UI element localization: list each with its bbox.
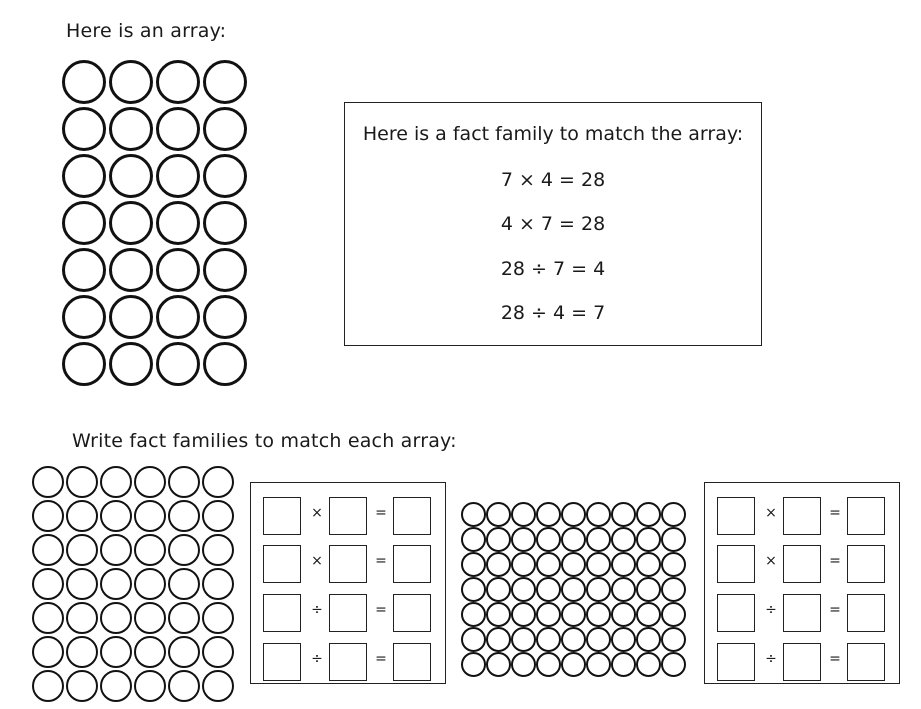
fact-row [263, 643, 435, 681]
array-counter [561, 652, 586, 677]
answer-box-second[interactable] [783, 643, 821, 681]
array-counter [109, 107, 153, 151]
answer-box-second[interactable] [783, 497, 821, 535]
operator-symbol: ÷ [311, 651, 323, 667]
array-counter [202, 602, 234, 634]
fact-row [717, 643, 889, 681]
exercise-2-array [461, 502, 686, 677]
equals-symbol: = [829, 553, 841, 569]
array-counter [536, 627, 561, 652]
array-counter [156, 60, 200, 104]
array-counter [156, 201, 200, 245]
answer-box-first[interactable] [263, 545, 301, 583]
array-counter [511, 577, 536, 602]
array-counter [511, 602, 536, 627]
intro-label: Here is an array: [66, 20, 227, 42]
exercise-1-fact-box [250, 482, 446, 684]
array-counter [511, 502, 536, 527]
array-counter [66, 602, 98, 634]
array-counter [134, 636, 166, 668]
array-counter [586, 652, 611, 677]
answer-box-second[interactable] [783, 594, 821, 632]
operator-symbol: × [765, 553, 777, 569]
array-counter [109, 201, 153, 245]
array-counter [486, 652, 511, 677]
array-counter [100, 670, 132, 702]
array-counter [66, 500, 98, 532]
array-counter [202, 534, 234, 566]
array-counter [156, 248, 200, 292]
array-counter [611, 552, 636, 577]
array-counter [109, 295, 153, 339]
exercise-2-fact-box [704, 482, 900, 684]
array-counter [100, 602, 132, 634]
array-counter [62, 342, 106, 386]
answer-box-first[interactable] [263, 643, 301, 681]
array-counter [461, 502, 486, 527]
array-counter [156, 342, 200, 386]
array-counter [100, 466, 132, 498]
array-counter [66, 568, 98, 600]
fact-row [263, 497, 435, 535]
array-counter [486, 552, 511, 577]
array-counter [586, 502, 611, 527]
array-counter [611, 602, 636, 627]
equals-symbol: = [375, 553, 387, 569]
answer-box-result[interactable] [393, 643, 431, 681]
array-counter [156, 107, 200, 151]
array-counter [511, 552, 536, 577]
array-counter [203, 248, 247, 292]
fact-row [263, 594, 435, 632]
array-counter [536, 602, 561, 627]
fact-row [263, 545, 435, 583]
array-counter [156, 295, 200, 339]
operator-symbol: × [311, 505, 323, 521]
answer-box-second[interactable] [329, 643, 367, 681]
array-counter [202, 500, 234, 532]
answer-box-result[interactable] [393, 497, 431, 535]
array-counter [168, 670, 200, 702]
answer-box-first[interactable] [717, 545, 755, 583]
array-counter [461, 627, 486, 652]
array-counter [586, 627, 611, 652]
array-counter [168, 466, 200, 498]
array-counter [486, 602, 511, 627]
operator-symbol: × [765, 505, 777, 521]
array-counter [611, 502, 636, 527]
array-counter [561, 577, 586, 602]
array-counter [661, 602, 686, 627]
fact-family-title: Here is a fact family to match the array: [362, 123, 744, 145]
array-counter [32, 602, 64, 634]
array-counter [461, 577, 486, 602]
array-counter [611, 527, 636, 552]
array-counter [66, 466, 98, 498]
array-counter [202, 568, 234, 600]
array-counter [202, 466, 234, 498]
array-counter [202, 670, 234, 702]
array-counter [100, 568, 132, 600]
array-counter [486, 502, 511, 527]
array-counter [636, 577, 661, 602]
exercise-1-array [32, 466, 236, 704]
array-counter [32, 500, 64, 532]
array-counter [62, 201, 106, 245]
example-array [62, 60, 250, 389]
array-counter [536, 552, 561, 577]
array-counter [461, 652, 486, 677]
array-counter [561, 602, 586, 627]
answer-box-result[interactable] [393, 594, 431, 632]
fact-row [717, 545, 889, 583]
operator-symbol: ÷ [765, 602, 777, 618]
array-counter [203, 107, 247, 151]
array-counter [561, 552, 586, 577]
array-counter [586, 602, 611, 627]
array-counter [168, 534, 200, 566]
answer-box-second[interactable] [329, 594, 367, 632]
fact-row [717, 497, 889, 535]
array-counter [62, 154, 106, 198]
fact-row [717, 594, 889, 632]
array-counter [511, 527, 536, 552]
array-counter [636, 527, 661, 552]
operator-symbol: × [311, 553, 323, 569]
equals-symbol: = [375, 602, 387, 618]
array-counter [461, 602, 486, 627]
array-counter [168, 568, 200, 600]
array-counter [203, 342, 247, 386]
array-counter [636, 552, 661, 577]
answer-box-second[interactable] [329, 497, 367, 535]
array-counter [134, 466, 166, 498]
array-counter [561, 527, 586, 552]
answer-box-first[interactable] [717, 594, 755, 632]
array-counter [661, 552, 686, 577]
array-counter [109, 154, 153, 198]
array-counter [203, 201, 247, 245]
array-counter [561, 502, 586, 527]
array-counter [661, 527, 686, 552]
equals-symbol: = [375, 505, 387, 521]
equals-symbol: = [375, 651, 387, 667]
fact-equation-2: 4 × 7 = 28 [500, 213, 606, 235]
operator-symbol: ÷ [311, 602, 323, 618]
array-counter [100, 500, 132, 532]
array-counter [168, 500, 200, 532]
answer-box-result[interactable] [847, 594, 885, 632]
array-counter [32, 670, 64, 702]
array-counter [62, 107, 106, 151]
array-counter [134, 670, 166, 702]
array-counter [62, 295, 106, 339]
answer-box-first[interactable] [717, 643, 755, 681]
array-counter [486, 577, 511, 602]
array-counter [109, 60, 153, 104]
array-counter [32, 636, 64, 668]
fact-family-box [344, 102, 762, 346]
answer-box-second[interactable] [329, 545, 367, 583]
array-counter [66, 534, 98, 566]
answer-box-first[interactable] [717, 497, 755, 535]
array-counter [109, 248, 153, 292]
fact-equation-4: 28 ÷ 4 = 7 [500, 302, 606, 324]
array-counter [511, 652, 536, 677]
answer-box-second[interactable] [783, 545, 821, 583]
array-counter [636, 627, 661, 652]
array-counter [636, 602, 661, 627]
array-counter [586, 527, 611, 552]
answer-box-result[interactable] [847, 497, 885, 535]
array-counter [100, 636, 132, 668]
answer-box-first[interactable] [263, 594, 301, 632]
array-counter [100, 534, 132, 566]
array-counter [586, 577, 611, 602]
array-counter [62, 248, 106, 292]
fact-equation-1: 7 × 4 = 28 [500, 169, 606, 191]
equals-symbol: = [829, 651, 841, 667]
array-counter [586, 552, 611, 577]
operator-symbol: ÷ [765, 651, 777, 667]
array-counter [168, 636, 200, 668]
array-counter [661, 652, 686, 677]
array-counter [32, 534, 64, 566]
fact-equation-3: 28 ÷ 7 = 4 [500, 258, 606, 280]
array-counter [461, 527, 486, 552]
array-counter [536, 527, 561, 552]
array-counter [511, 627, 536, 652]
array-counter [134, 534, 166, 566]
array-counter [461, 552, 486, 577]
answer-box-result[interactable] [847, 643, 885, 681]
array-counter [661, 502, 686, 527]
array-counter [32, 466, 64, 498]
array-counter [62, 60, 106, 104]
array-counter [486, 527, 511, 552]
array-counter [32, 568, 64, 600]
equals-symbol: = [829, 505, 841, 521]
array-counter [134, 568, 166, 600]
array-counter [486, 627, 511, 652]
answer-box-result[interactable] [393, 545, 431, 583]
array-counter [536, 652, 561, 677]
array-counter [109, 342, 153, 386]
array-counter [156, 154, 200, 198]
array-counter [636, 652, 661, 677]
answer-box-result[interactable] [847, 545, 885, 583]
array-counter [661, 577, 686, 602]
array-counter [561, 627, 586, 652]
array-counter [611, 652, 636, 677]
array-counter [611, 577, 636, 602]
array-counter [134, 500, 166, 532]
array-counter [203, 154, 247, 198]
array-counter [536, 577, 561, 602]
answer-box-first[interactable] [263, 497, 301, 535]
array-counter [661, 627, 686, 652]
array-counter [66, 670, 98, 702]
task-label: Write fact families to match each array: [72, 430, 457, 452]
array-counter [203, 295, 247, 339]
array-counter [168, 602, 200, 634]
array-counter [203, 60, 247, 104]
array-counter [134, 602, 166, 634]
array-counter [66, 636, 98, 668]
equals-symbol: = [829, 602, 841, 618]
array-counter [536, 502, 561, 527]
array-counter [636, 502, 661, 527]
array-counter [202, 636, 234, 668]
array-counter [611, 627, 636, 652]
